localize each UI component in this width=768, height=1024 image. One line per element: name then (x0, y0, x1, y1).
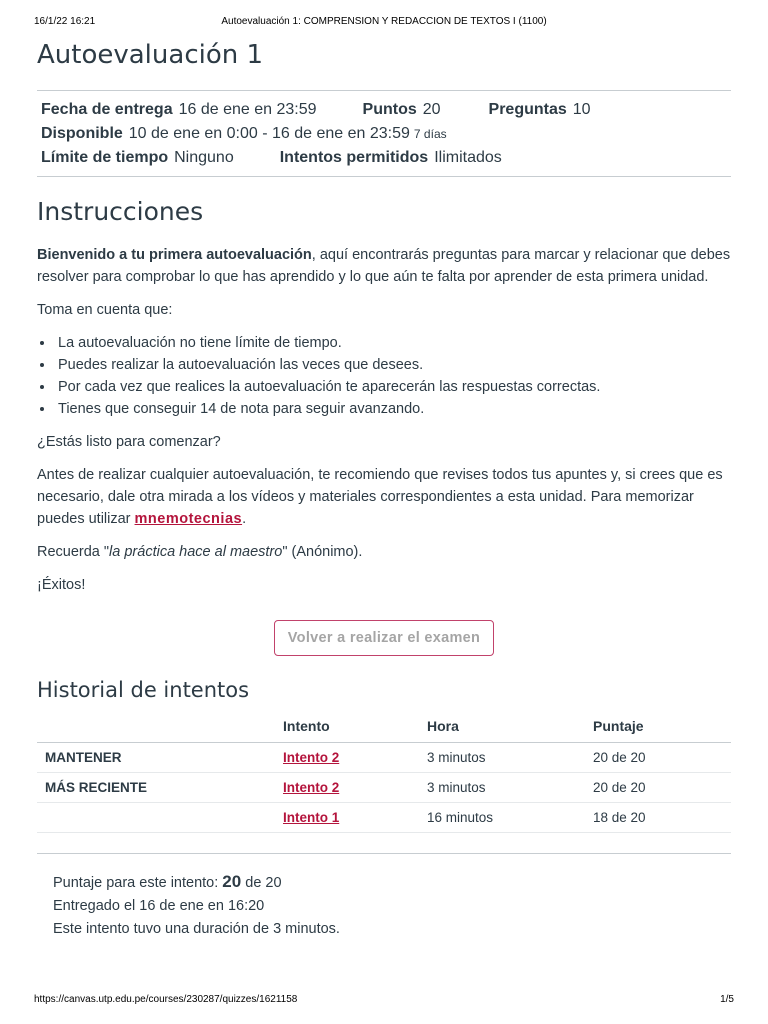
attempt-time: 16 minutos (419, 802, 585, 832)
advice-paragraph (37, 464, 731, 530)
mnemotecnias-link[interactable]: mnemotecnias (134, 511, 243, 527)
print-datetime: 16/1/22 16:21 (34, 16, 96, 27)
column-header-status (37, 716, 275, 742)
quote-paragraph (37, 541, 731, 563)
list-item: • Tienes que conseguir 14 de nota para seguir avanzando. (55, 398, 731, 420)
attempt-score: 18 de 20 (585, 802, 731, 832)
table-row (37, 742, 731, 772)
attempt-link[interactable]: Intento 1 (283, 809, 340, 825)
time-limit-value: Ninguno (174, 149, 234, 166)
attempt-link[interactable]: Intento 2 (283, 749, 340, 765)
attempt-summary (37, 854, 731, 941)
print-document-title: Autoevaluación 1: COMPRENSION Y REDACCION DE TEXTOS I (1100) (221, 16, 547, 27)
advice-text: Antes de realizar cualquier autoevaluación, te recomiendo que revises todos tus apuntes y, si crees que es necesario, dale otra mirada a los vídeos y materiales correspondientes a esta unidad. Para memorizar puedes utilizar (37, 467, 723, 527)
retake-quiz-button[interactable]: Volver a realizar el examen (274, 620, 494, 656)
intro-paragraph (37, 244, 731, 288)
list-item: • Por cada vez que realices la autoevaluación te aparecerán las respuestas correctas. (55, 376, 731, 398)
divider (37, 176, 731, 177)
column-header-time: Hora (419, 716, 585, 742)
advice-end: . (242, 511, 247, 527)
quote-suffix: " (Anónimo). (282, 544, 363, 560)
list-item: • La autoevaluación no tiene límite de tiempo. (55, 332, 731, 354)
column-header-attempt: Intento (275, 716, 419, 742)
attempt-status: MÁS RECIENTE (37, 772, 275, 802)
quote-prefix: Recuerda " (37, 544, 110, 560)
quiz-page (37, 36, 731, 941)
points-label: Puntos (362, 101, 417, 118)
quote-italic: la práctica hace al maestro (109, 544, 283, 560)
attempt-link[interactable]: Intento 2 (283, 779, 340, 795)
intro-text: , aquí encontrarás preguntas para marcar y relacionar que debes resolver para comprobar lo que has aprendido y lo que aún te falta por aprender de esta primera unidad. (37, 247, 731, 285)
details-row-2 (41, 122, 727, 146)
duration-line: Este intento tuvo una duración de 3 minutos. (53, 920, 340, 937)
score-value: 20 (222, 871, 242, 891)
score-suffix: de 20 (245, 874, 282, 891)
rules-list (55, 332, 731, 420)
due-label: Fecha de entrega (41, 101, 173, 118)
questions-value: 10 (572, 101, 591, 118)
table-row (37, 772, 731, 802)
attempt-cell (275, 802, 419, 832)
attempt-cell (275, 742, 419, 772)
retake-button-wrap (37, 620, 731, 656)
attempt-score: 20 de 20 (585, 772, 731, 802)
ready-question: ¿Estás listo para comenzar? (37, 434, 221, 450)
note-intro: Toma en cuenta que: (37, 302, 173, 318)
points-value: 20 (422, 101, 441, 118)
page-title: Autoevaluación 1 (37, 40, 264, 70)
list-item: • Puedes realizar la autoevaluación las veces que desees. (55, 354, 731, 376)
available-label: Disponible (41, 125, 123, 142)
submitted-line: Entregado el 16 de ene en 16:20 (53, 897, 265, 914)
instructions-heading: Instrucciones (37, 197, 204, 226)
attempt-score: 20 de 20 (585, 742, 731, 772)
print-footer (34, 994, 734, 1005)
closing-text: ¡Éxitos! (37, 577, 86, 593)
questions-label: Preguntas (488, 101, 567, 118)
attempt-history-table (37, 716, 731, 833)
details-row-1 (41, 98, 727, 122)
print-page-number: 1/5 (720, 994, 734, 1005)
intro-bold: Bienvenido a tu primera autoevaluación (37, 247, 312, 263)
attempt-time: 3 minutos (419, 772, 585, 802)
attempt-status: MANTENER (37, 742, 275, 772)
attempt-time: 3 minutos (419, 742, 585, 772)
available-value: 10 de ene en 0:00 - 16 de ene en 23:59 (128, 125, 410, 142)
score-label: Puntaje para este intento: (53, 874, 219, 891)
score-line (53, 870, 731, 895)
available-days: 7 días (413, 127, 447, 141)
table-row (37, 802, 731, 832)
attempts-allowed-value: Ilimitados (434, 149, 502, 166)
instructions-body (37, 244, 731, 596)
table-header-row (37, 716, 731, 742)
attempts-allowed-label: Intentos permitidos (279, 149, 429, 166)
history-heading: Historial de intentos (37, 678, 250, 702)
quiz-details (37, 91, 731, 176)
attempt-cell (275, 772, 419, 802)
details-row-3 (41, 146, 727, 170)
column-header-score: Puntaje (585, 716, 731, 742)
time-limit-label: Límite de tiempo (41, 149, 169, 166)
print-url: https://canvas.utp.edu.pe/courses/230287/quizzes/1621158 (34, 994, 298, 1005)
attempt-status (37, 802, 275, 832)
due-value: 16 de ene en 23:59 (178, 101, 317, 118)
